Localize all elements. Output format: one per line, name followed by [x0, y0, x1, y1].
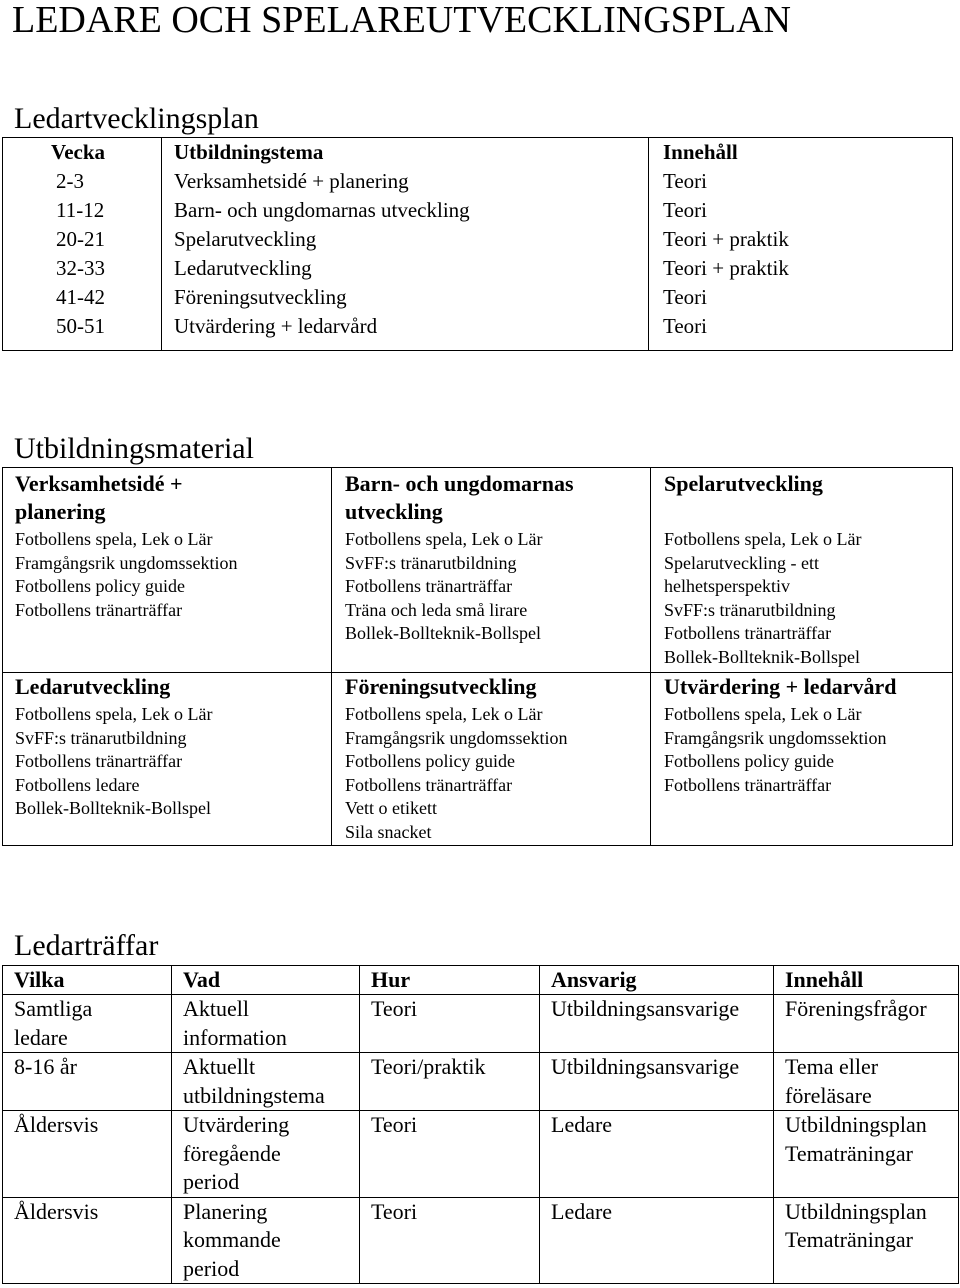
material-block-heading: Föreningsutveckling — [345, 674, 537, 699]
material-item: Spelarutveckling - ett — [664, 552, 819, 573]
plan-row — [3, 196, 953, 225]
material-item: Fotbollens spela, Lek o Lär — [15, 704, 213, 724]
material-block — [651, 468, 953, 673]
material-item: Fotbollens spela, Lek o Lär — [345, 529, 543, 549]
meetings-row — [3, 1111, 959, 1198]
plan-header-row — [3, 138, 953, 168]
plan-theme-cell: Utvärdering + ledarvård — [162, 312, 649, 351]
material-item: SvFF:s tränarutbildning — [345, 552, 517, 573]
material-item: Framgångsrik ungdomssektion — [664, 727, 887, 748]
page-title: LEDARE OCH SPELAREUTVECKLINGSPLAN — [12, 0, 791, 41]
plan-theme-cell: Föreningsutveckling — [162, 283, 649, 312]
material-item: Fotbollens tränarträffar — [15, 751, 183, 772]
material-item: Fotbollens policy guide — [15, 576, 185, 597]
plan-theme-cell: Barn- och ungdomarnas utveckling — [162, 196, 649, 225]
plan-week-cell: 32-33 — [3, 254, 162, 283]
plan-week-cell: 20-21 — [3, 225, 162, 254]
meetings-responsible-cell: Ledare — [540, 1197, 774, 1284]
meetings-row — [3, 1197, 959, 1284]
meetings-who-cell: Åldersvis — [3, 1197, 172, 1284]
plan-week-cell: 2-3 — [3, 167, 162, 196]
meetings-header-cell: Ansvarig — [540, 966, 774, 995]
material-block — [332, 468, 651, 673]
material-list — [15, 703, 331, 821]
material-item: Fotbollens tränarträffar — [345, 576, 513, 597]
material-item: Fotbollens spela, Lek o Lär — [664, 529, 862, 549]
material-section-title: Utbildningsmaterial — [14, 432, 254, 465]
meetings-row — [3, 995, 959, 1053]
meetings-who-cell: Samtliga ledare — [3, 995, 172, 1053]
meetings-content-cell: Utbildningsplan Tematräningar — [774, 1197, 959, 1284]
meetings-content-cell: Utbildningsplan Tematräningar — [774, 1111, 959, 1198]
material-item: Bollek-Bollteknik-Bollspel — [345, 623, 541, 644]
meetings-header-cell: Innehåll — [774, 966, 959, 995]
material-row — [3, 673, 953, 846]
material-item: Fotbollens ledare — [15, 774, 140, 795]
material-list — [345, 703, 650, 845]
material-item: Bollek-Bollteknik-Bollspel — [15, 798, 211, 819]
plan-content-cell: Teori — [663, 285, 708, 309]
material-block — [332, 673, 651, 846]
material-item: Fotbollens spela, Lek o Lär — [345, 704, 543, 724]
meetings-header-row — [3, 966, 959, 995]
material-item: Fotbollens tränarträffar — [345, 774, 513, 795]
plan-header-cell: Vecka — [3, 138, 162, 168]
plan-content-cell: Teori — [663, 169, 708, 193]
meetings-content-cell: Föreningsfrågor — [774, 995, 959, 1053]
plan-content-cell: Teori + praktik — [663, 256, 789, 280]
meetings-how-cell: Teori/praktik — [360, 1053, 540, 1111]
material-item: Fotbollens tränarträffar — [15, 599, 183, 620]
material-item: Fotbollens policy guide — [664, 751, 834, 772]
material-block-heading: Utvärdering + ledarvård — [664, 674, 897, 699]
meetings-what-cell: Aktuellt utbildningstema — [172, 1053, 360, 1111]
plan-header-cell: Utbildningstema — [162, 138, 649, 168]
material-list — [664, 703, 952, 797]
plan-row — [3, 312, 953, 351]
material-item: Vett o etikett — [345, 798, 437, 819]
plan-week-cell: 50-51 — [3, 312, 162, 351]
meetings-responsible-cell: Utbildningsansvarige — [540, 995, 774, 1053]
meetings-section-title: Ledarträffar — [14, 929, 159, 962]
meetings-responsible-cell: Ledare — [540, 1111, 774, 1198]
meetings-content-cell: Tema eller föreläsare — [774, 1053, 959, 1111]
plan-section-title: Ledartvecklingsplan — [14, 102, 259, 135]
plan-theme-cell: Verksamhetsidé + planering — [162, 167, 649, 196]
plan-row — [3, 254, 953, 283]
material-item: SvFF:s tränarutbildning — [15, 727, 187, 748]
plan-row — [3, 283, 953, 312]
material-block — [3, 673, 332, 846]
meetings-how-cell: Teori — [360, 995, 540, 1053]
material-block-heading: Spelarutveckling — [664, 471, 823, 496]
plan-content-cell: Teori + praktik — [663, 227, 789, 251]
material-item: helhetsperspektiv — [664, 576, 790, 597]
material-item: Sila snacket — [345, 821, 432, 842]
meetings-header-cell: Hur — [360, 966, 540, 995]
meetings-what-cell: Aktuell information — [172, 995, 360, 1053]
plan-row — [3, 167, 953, 196]
material-list — [664, 528, 952, 670]
material-item: Framgångsrik ungdomssektion — [345, 727, 568, 748]
meetings-header-cell: Vilka — [3, 966, 172, 995]
material-block-heading: Ledarutveckling — [15, 674, 171, 699]
material-item: Fotbollens tränarträffar — [664, 623, 832, 644]
meetings-responsible-cell: Utbildningsansvarige — [540, 1053, 774, 1111]
material-item: Fotbollens spela, Lek o Lär — [15, 529, 213, 549]
plan-table — [2, 137, 953, 351]
plan-content-cell: Teori — [663, 198, 708, 222]
meetings-how-cell: Teori — [360, 1111, 540, 1198]
plan-row — [3, 225, 953, 254]
material-block-heading: Barn- och ungdomarnas utveckling — [345, 471, 574, 524]
meetings-what-cell: Utvärdering föregående period — [172, 1111, 360, 1198]
material-item: Bollek-Bollteknik-Bollspel — [664, 646, 860, 667]
material-item: Fotbollens policy guide — [345, 751, 515, 772]
material-list — [345, 528, 650, 646]
material-item: SvFF:s tränarutbildning — [664, 599, 836, 620]
material-block — [651, 673, 953, 846]
plan-theme-cell: Spelarutveckling — [162, 225, 649, 254]
meetings-what-cell: Planering kommande period — [172, 1197, 360, 1284]
material-table — [2, 467, 953, 846]
meetings-how-cell: Teori — [360, 1197, 540, 1284]
plan-content-cell: Teori — [663, 314, 708, 338]
material-item: Framgångsrik ungdomssektion — [15, 552, 238, 573]
material-item: Fotbollens tränarträffar — [664, 774, 832, 795]
material-block — [3, 468, 332, 673]
meetings-row — [3, 1053, 959, 1111]
material-item: Träna och leda små lirare — [345, 599, 528, 620]
meetings-who-cell: Åldersvis — [3, 1111, 172, 1198]
plan-week-cell: 41-42 — [3, 283, 162, 312]
meetings-header-cell: Vad — [172, 966, 360, 995]
meetings-table — [2, 965, 959, 1284]
plan-week-cell: 11-12 — [3, 196, 162, 225]
plan-header-cell: Innehåll — [663, 140, 738, 164]
plan-theme-cell: Ledarutveckling — [162, 254, 649, 283]
material-list — [15, 528, 331, 622]
material-block-heading: Verksamhetsidé + planering — [15, 471, 183, 524]
meetings-who-cell: 8-16 år — [3, 1053, 172, 1111]
material-row — [3, 468, 953, 673]
material-item: Fotbollens spela, Lek o Lär — [664, 704, 862, 724]
